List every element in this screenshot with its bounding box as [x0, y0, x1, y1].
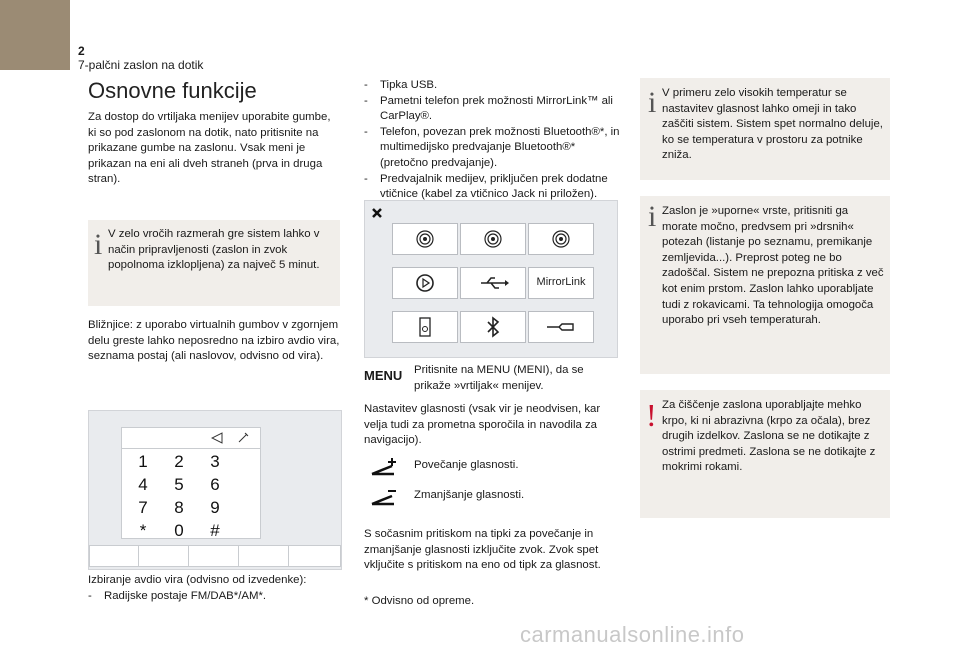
- watermark: carmanualsonline.info: [520, 622, 745, 647]
- tile-phone-media[interactable]: [392, 311, 458, 343]
- keypad-key[interactable]: 5: [174, 475, 184, 494]
- usb-icon: [461, 268, 525, 298]
- mute-paragraph: S sočasnim pritiskom na tipki za povečanje in zmanjšanje glasnosti izključite zvok. Zvok spet vključite s pritiskom na eno od tipk za glasnost.: [364, 528, 601, 572]
- info-box-resistive: [640, 196, 890, 374]
- phone-icon[interactable]: [236, 431, 250, 445]
- volume-up-icon: [370, 456, 400, 478]
- tile-mirrorlink[interactable]: [528, 267, 594, 299]
- jack-icon: [529, 312, 593, 342]
- delete-icon[interactable]: [211, 432, 223, 444]
- tile-aux[interactable]: [528, 311, 594, 343]
- page-number: 2: [78, 44, 85, 58]
- keypad-topbar: [122, 428, 260, 449]
- source-tabs: [89, 545, 341, 567]
- source-item: - Tipka USB.: [364, 78, 620, 94]
- intro-paragraph: Za dostop do vrtiljaka menijev uporabite gumbe, ki so pod zaslonom na dotik, nato pritisnite na prikazane gumbe na zaslonu. Vsak meni je prikazan na eni ali dveh straneh (prva in druga stran).: [88, 111, 331, 186]
- bluetooth-icon: [461, 312, 525, 342]
- page-title: Osnovne funkcije: [88, 78, 257, 103]
- source-select-paragraph: Izbiranje avdio vira (odvisno od izvedenke): - Radijske postaje FM/DAB*/AM*.: [88, 573, 344, 604]
- keypad-key[interactable]: 4: [138, 475, 148, 494]
- keypad-key[interactable]: *: [139, 521, 147, 540]
- keypad-key[interactable]: 7: [138, 498, 148, 517]
- keypad-screen: [88, 410, 342, 570]
- info-temp-text: V primeru zelo visokih temperatur se nastavitev glasnost lahko omeji in tako zaščiti sistem. Sistem spet normalno deluje, ko se temperatura v prostoru za potnike zniža.: [662, 87, 883, 162]
- tile-usb[interactable]: [460, 267, 526, 299]
- shortcuts-paragraph: Bližnjice: z uporabo virtualnih gumbov v zgornjem delu greste lahko neposredno na izbiro avdio vira, seznama postaj (ali naslovov, odvisno od vira).: [88, 319, 340, 363]
- source-item: - Telefon, povezan prek možnosti Bluetooth®*, in multimedijsko predvajanje Bluetooth®* (pretočno predvajanje).: [364, 125, 620, 172]
- section-title: 7-palčni zaslon na dotik: [78, 58, 204, 72]
- warning-icon: !: [646, 397, 657, 433]
- info-box-heat: [88, 220, 340, 306]
- tile-radio-3[interactable]: [528, 223, 594, 255]
- keypad-key[interactable]: 6: [210, 475, 220, 494]
- keypad: [121, 427, 261, 539]
- warning-clean-text: Za čiščenje zaslona uporabljajte mehko krpo, ki ni abrazivna (krpo za očala), brez drugih izdelkov. Zaslona se ne dotikajte z ostrimi predmeti. Zaslona se ne dotikajte z mokrimi rokami.: [662, 399, 876, 474]
- aux-icon: [393, 312, 457, 342]
- source-list: [364, 78, 620, 203]
- info-icon: i: [648, 200, 657, 233]
- keypad-key[interactable]: 8: [174, 498, 184, 517]
- tile-bluetooth[interactable]: [460, 311, 526, 343]
- radio-icon: [461, 224, 525, 254]
- radio-icon: [393, 224, 457, 254]
- tile-radio-2[interactable]: [460, 223, 526, 255]
- tile-radio-1[interactable]: [392, 223, 458, 255]
- menu-instruction: Pritisnite na MENU (MENI), da se prikaže »vrtiljak« menijev.: [414, 364, 584, 392]
- warning-box-cleaning: [640, 390, 890, 518]
- keypad-key[interactable]: 1: [138, 452, 148, 471]
- volume-up-text: Povečanje glasnosti.: [414, 459, 519, 471]
- keypad-key[interactable]: #: [210, 521, 220, 540]
- media-icon: [393, 268, 457, 298]
- keypad-key[interactable]: 9: [210, 498, 220, 517]
- keypad-key[interactable]: 0: [174, 521, 184, 540]
- footnote: * Odvisno od opreme.: [364, 595, 475, 607]
- info-resistive-text: Zaslon je »uporne« vrste, pritisniti ga morate močno, predvsem pri »drsnih« potezah (listanje po seznamu, premikanje zemljevida...). Preprost poteg ne bo zadoščal. Sistem ne prepozna pritiska z več kot enim prstom. Zaslon lahko uporabljate tudi z rokavicami. Ta tehnologija omogoča uporabo pri vseh temperaturah.: [662, 205, 884, 327]
- source-item: - Pametni telefon prek možnosti MirrorLink™ ali CarPlay®.: [364, 94, 620, 125]
- volume-down-text: Zmanjšanje glasnosti.: [414, 489, 525, 501]
- radio-icon: [529, 224, 593, 254]
- chapter-tab: [0, 0, 70, 70]
- tile-media[interactable]: [392, 267, 458, 299]
- volume-intro: Nastavitev glasnosti (vsak vir je neodvisen, kar velja tudi za prometna sporočila in navodila za navigacijo).: [364, 403, 601, 447]
- volume-down-icon: [370, 486, 400, 508]
- info-icon: i: [94, 228, 103, 261]
- menu-screen: [364, 200, 618, 358]
- info-icon: i: [648, 86, 657, 119]
- source-item: - Predvajalnik medijev, priključen prek dodatne vtičnice (kabel za vtičnico Jack ni priložen).: [364, 172, 620, 203]
- source-item: - Radijske postaje FM/DAB*/AM*.: [88, 589, 344, 605]
- keypad-key[interactable]: 2: [174, 452, 184, 471]
- info-box-temperature: [640, 78, 890, 180]
- close-icon[interactable]: [371, 207, 383, 219]
- keypad-key[interactable]: 3: [210, 452, 220, 471]
- mirrorlink-label: MirrorLink: [536, 276, 586, 288]
- menu-icon-label: MENU: [364, 368, 403, 383]
- info-heat-text: V zelo vročih razmerah gre sistem lahko v način pripravljenosti (zaslon in zvok popolnoma izklopljena) za največ 5 minut.: [108, 228, 320, 272]
